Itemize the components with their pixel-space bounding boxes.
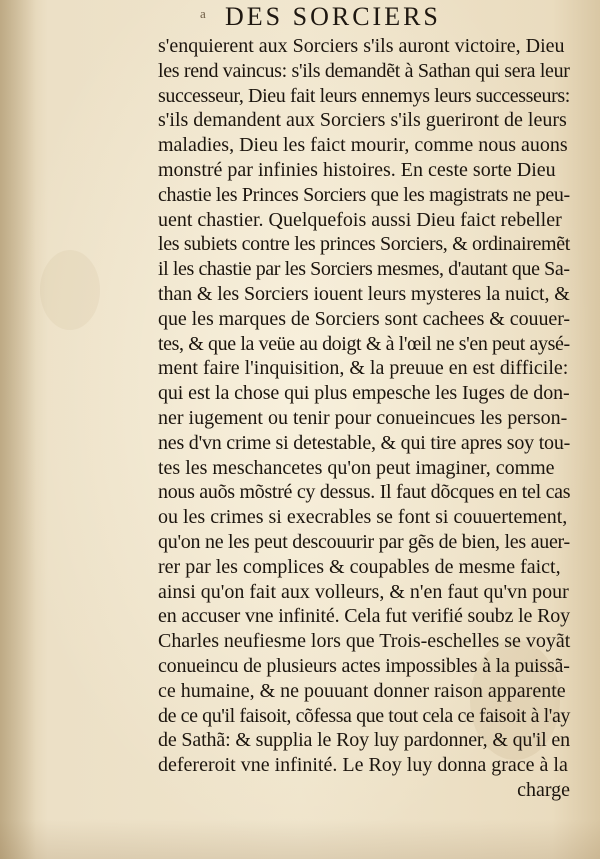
text-line: s'ils demandent aux Sorciers s'ils gueriront de leurs [158,109,567,132]
text-line: tes les meschancetes qu'on peut imaginer, comme [158,456,555,479]
text-line: les subiets contre les princes Sorciers, & ordinairemẽt [158,233,571,256]
text-line: Charles neufiesme lors que Trois-eschelles se voyãt [158,630,571,653]
text-line: il les chastie par les Sorciers mesmes, d'autant que Sa- [158,258,570,281]
text-line: de Sathã: & supplia le Roy luy pardonner, & qu'il en [158,729,570,752]
text-line: monstré par infinies histoires. En ceste sorte Dieu [158,158,556,181]
text-line: en accuser vne infinité. Cela fut verifié soubz le Roy [158,605,570,628]
text-line: rer par les complices & coupables de mesme faict, [158,555,561,578]
paper-stain [40,250,100,330]
running-title: DES SORCIERS [225,2,441,31]
body-text [158,34,570,803]
text-line: nous auõs mõstré cy dessus. Il faut dõcques en tel cas [158,481,571,504]
text-line: than & les Sorciers iouent leurs mysteres la nuict, & [158,282,570,305]
text-line: qui est la chose qui plus empesche les Iuges de don- [158,382,570,405]
text-line: uent chastier. Quelquefois aussi Dieu faict rebeller [158,208,562,231]
text-line: conueincu de plusieurs actes impossibles à la puissã- [158,654,570,677]
text-line: que les marques de Sorciers sont cachees & couuer- [158,307,571,330]
text-line: ment faire l'inquisition, & la preuue en est difficile: [158,357,569,380]
text-line: qu'on ne les peut descouurir par gẽs de bien, les auer- [158,530,570,553]
text-line: chastie les Princes Sorciers que les magistrats ne peu- [158,183,570,206]
text-line: s'enquierent aux Sorciers s'ils auront victoire, Dieu [158,35,565,57]
text-line: successeur, Dieu fait leurs ennemys leurs successeurs: [158,84,570,107]
text-line: ce humaine, & ne pouuant donner raison apparente [158,679,566,702]
catchword: charge [517,778,570,801]
text-line: maladies, Dieu les faict mourir, comme nous auons [158,134,568,157]
text-line: ner iugement ou tenir pour conueincues les person- [158,406,568,429]
text-line: ainsi qu'on fait aux volleurs, & n'en faut qu'vn pour [158,580,569,603]
text-line: defereroit vne infinité. Le Roy luy donna grace à la [158,754,568,777]
text-line: tes, & que la veüe au doigt & à l'œil ne s'en peut aysé- [158,332,570,355]
text-line: nes d'vn crime si detestable, & qui tire apres soy tou- [158,431,571,454]
text-line: ou les crimes si execrables se font si couuertement, [158,506,568,529]
text-line: de ce qu'il faisoit, cõfessa que tout cela ce faisoit à l'ay [158,704,571,727]
page-mark: a [200,6,206,21]
text-line: les rend vaincus: s'ils demandẽt à Sathan qui sera leur [158,59,570,82]
